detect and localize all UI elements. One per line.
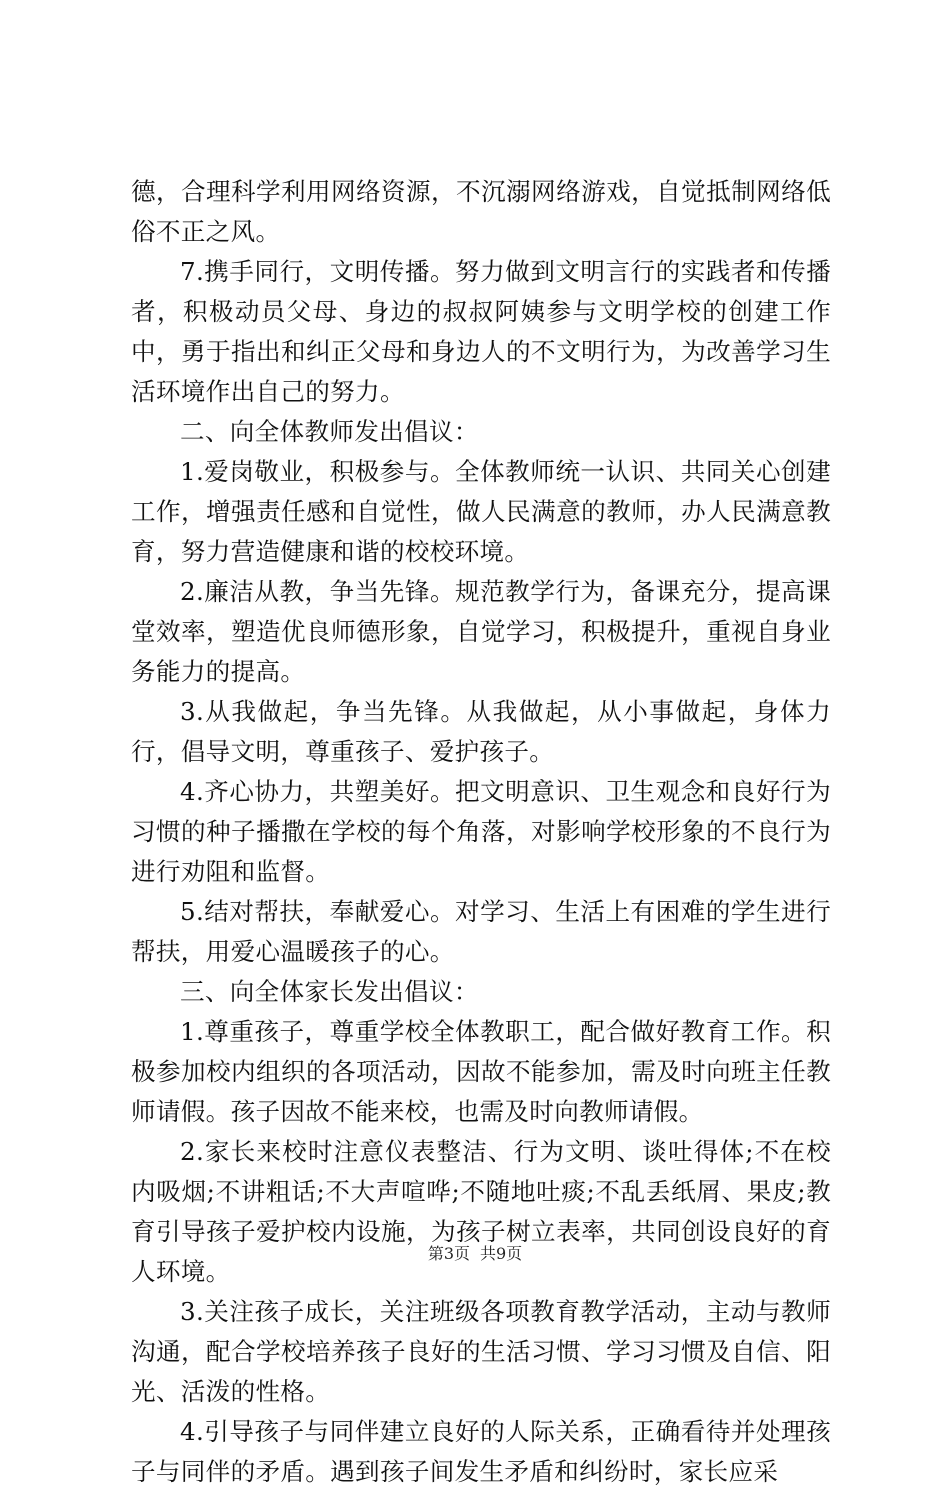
paragraph-6: 4.齐心协力，共塑美好。把文明意识、卫生观念和良好行为习惯的种子播撒在学校的每个角落，对影响学校形象的不良行为进行劝阻和监督。 bbox=[131, 777, 831, 886]
paragraph-10: 2.家长来校时注意仪表整洁、行为文明、谈吐得体;不在校内吸烟;不讲粗话;不大声喧哗;不随地吐痰;不乱丢纸屑、果皮;教育引导孩子爱护校内设施，为孩子树立表率，共同创设良好的育人环境。 bbox=[131, 1137, 831, 1286]
page-number-current: 第3页 bbox=[427, 1244, 470, 1263]
paragraph-4: 2.廉洁从教，争当先锋。规范教学行为，备课充分，提高课堂效率，塑造优良师德形象，自觉学习，积极提升，重视自身业务能力的提高。 bbox=[131, 577, 831, 686]
paragraph-12: 4.引导孩子与同伴建立良好的人际关系，正确看待并处理孩子与同伴的矛盾。遇到孩子间发生矛盾和纠纷时，家长应采 bbox=[131, 1417, 831, 1486]
paragraph-11: 3.关注孩子成长，关注班级各项教育教学活动，主动与教师沟通，配合学校培养孩子良好的生活习惯、学习习惯及自信、阳光、活泼的性格。 bbox=[131, 1297, 831, 1406]
paragraph-7: 5.结对帮扶，奉献爱心。对学习、生活上有困难的学生进行帮扶，用爱心温暖孩子的心。 bbox=[131, 897, 831, 966]
page-footer bbox=[0, 1244, 950, 1264]
paragraph-1: 7.携手同行，文明传播。努力做到文明言行的实践者和传播者，积极动员父母、身边的叔叔阿姨参与文明学校的创建工作中，勇于指出和纠正父母和身边人的不文明行为，为改善学习生活环境作出自己的努力。 bbox=[131, 257, 831, 406]
paragraph-5: 3.从我做起，争当先锋。从我做起，从小事做起，身体力行，倡导文明，尊重孩子、爱护孩子。 bbox=[131, 697, 831, 766]
paragraph-0: 德，合理科学利用网络资源，不沉溺网络游戏，自觉抵制网络低俗不正之风。 bbox=[131, 177, 831, 246]
paragraph-9: 1.尊重孩子，尊重学校全体教职工，配合做好教育工作。积极参加校内组织的各项活动，因故不能参加，需及时向班主任教师请假。孩子因故不能来校，也需及时向教师请假。 bbox=[131, 1017, 831, 1126]
section-heading-parents: 三、向全体家长发出倡议： bbox=[180, 977, 479, 1006]
section-heading-teachers: 二、向全体教师发出倡议： bbox=[180, 417, 479, 446]
paragraph-3: 1.爱岗敬业，积极参与。全体教师统一认识、共同关心创建工作，增强责任感和自觉性，做人民满意的教师，办人民满意教育，努力营造健康和谐的校校环境。 bbox=[131, 457, 831, 566]
document-body bbox=[131, 172, 831, 1492]
page-number-total: 共9页 bbox=[480, 1244, 523, 1263]
